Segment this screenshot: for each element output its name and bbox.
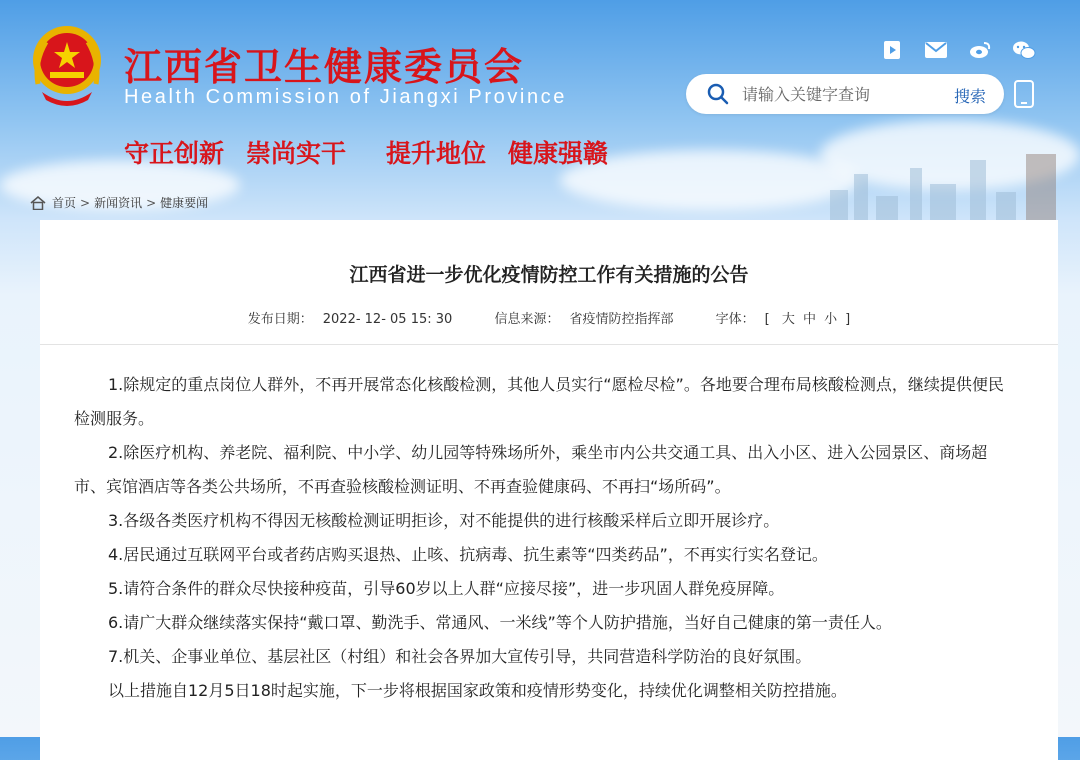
slogan-4: 健康强赣 (508, 139, 609, 168)
font-bracket-close: ] (845, 312, 851, 327)
breadcrumb-home[interactable]: 首页 (52, 196, 77, 210)
search-icon[interactable] (698, 74, 738, 114)
slogan-3: 提升地位 (386, 139, 487, 168)
breadcrumb (30, 194, 208, 211)
date-label: 发布日期： (247, 312, 313, 327)
article-paragraph-6: 6.请广大群众继续落实保持“戴口罩、勤洗手、常通风、一米线”等个人防护措施，当好自己健康的第一责任人。 (108, 613, 892, 632)
home-icon[interactable] (30, 196, 46, 210)
video-icon[interactable] (880, 38, 904, 62)
font-size-small-button[interactable]: 小 (824, 312, 838, 327)
article-paragraph-3: 3.各级各类医疗机构不得因无核酸检测证明拒诊，对不能提供的进行核酸采样后立即开展诊疗。 (108, 511, 780, 530)
source-label: 信息来源： (494, 312, 560, 327)
breadcrumb-health-news[interactable]: 健康要闻 (160, 196, 209, 210)
font-size-medium-button[interactable]: 中 (803, 312, 817, 327)
divider (40, 344, 1058, 345)
skyline-decoration (820, 150, 1080, 230)
slogan-1: 守正创新 (124, 139, 225, 168)
mail-icon[interactable] (924, 38, 948, 62)
font-size-label: 字体： (715, 312, 755, 327)
breadcrumb-separator: > (80, 195, 91, 210)
wechat-icon[interactable] (1012, 38, 1036, 62)
article-paragraph-1: 1.除规定的重点岗位人群外，不再开展常态化核酸检测，其他人员实行“愿检尽检”。各地要合理布局核酸检测点，继续提供便民检测服务。 (74, 375, 1004, 428)
mobile-icon[interactable] (1014, 80, 1038, 110)
article-source: 省疫情防控指挥部 (569, 312, 674, 327)
article-paragraph-5: 5.请符合条件的群众尽快接种疫苗，引导60岁以上人群“应接尽接”，进一步巩固人群免疫屏障。 (108, 579, 785, 598)
article-card (40, 220, 1058, 760)
social-icons (880, 38, 1036, 62)
article-meta (40, 308, 1058, 327)
site-title: 江西省卫生健康委员会 (124, 44, 525, 89)
search-button[interactable]: 搜索 (953, 87, 986, 106)
font-bracket-open: [ (764, 312, 770, 327)
article-title: 江西省进一步优化疫情防控工作有关措施的公告 (349, 264, 749, 286)
article-paragraph-8: 以上措施自12月5日18时起实施，下一步将根据国家政策和疫情形势变化，持续优化调整相关防控措施。 (108, 681, 847, 700)
emblem-icon[interactable] (28, 22, 106, 108)
site-title-english: Health Commission of Jiangxi Province (124, 86, 568, 108)
breadcrumb-news[interactable]: 新闻资讯 (94, 196, 143, 210)
article-body (74, 368, 1014, 708)
article-paragraph-7: 7.机关、企事业单位、基层社区（村组）和社会各界加大宣传引导，共同营造科学防治的良好氛围。 (108, 647, 812, 666)
article-paragraph-2: 2.除医疗机构、养老院、福利院、中小学、幼儿园等特殊场所外，乘坐市内公共交通工具、出入小区、进入公园景区、商场超市、宾馆酒店等各类公共场所，不再查验核酸检测证明、不再查验健康码、不再扫“场所码”。 (74, 443, 988, 496)
search-bar (686, 74, 1004, 114)
search-input[interactable] (742, 85, 932, 104)
slogan-2: 崇尚实干 (246, 139, 347, 168)
weibo-icon[interactable] (968, 38, 992, 62)
breadcrumb-separator: > (146, 195, 157, 210)
slogan-banner (124, 134, 630, 170)
article-paragraph-4: 4.居民通过互联网平台或者药店购买退热、止咳、抗病毒、抗生素等“四类药品”，不再实行实名登记。 (108, 545, 828, 564)
font-size-large-button[interactable]: 大 (781, 312, 795, 327)
publish-date: 2022- 12- 05 15: 30 (322, 312, 453, 327)
